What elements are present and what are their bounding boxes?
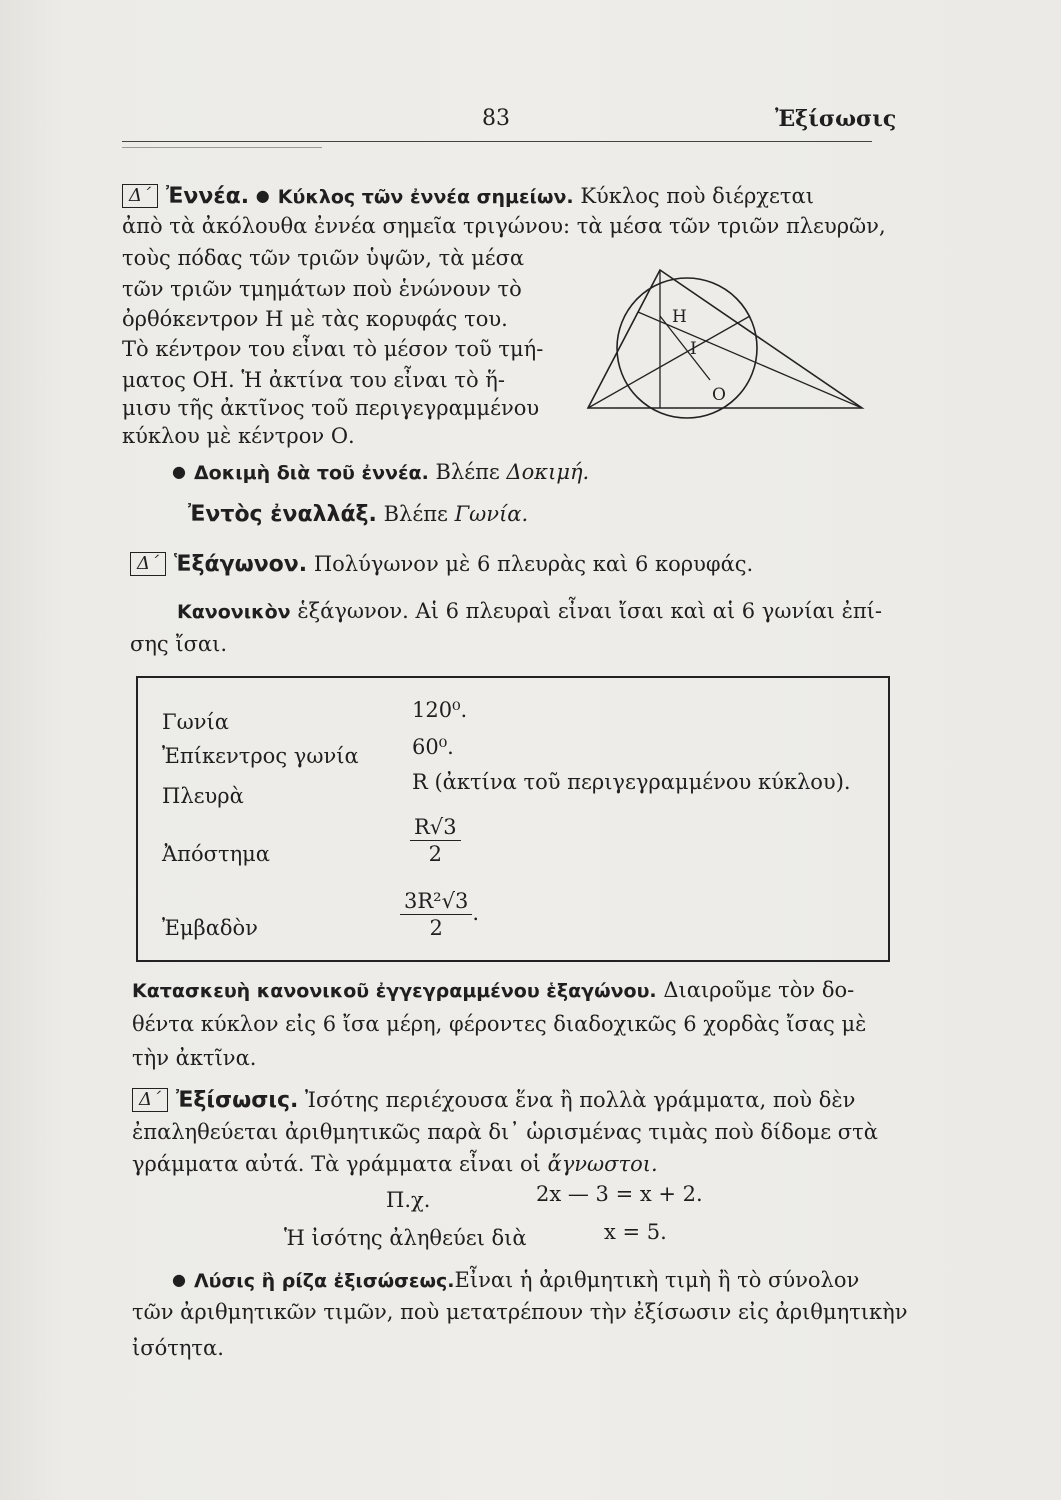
dokimi-bold: Δοκιμὴ διὰ τοῦ ἐννέα. — [193, 462, 429, 484]
hexagon-table — [136, 676, 890, 962]
ennea-heading: Ἐννέα. — [166, 184, 250, 209]
construction-rest: Διαιροῦμε τὸν δο- — [663, 978, 855, 1002]
row-label-side: Πλευρὰ — [162, 784, 244, 808]
fraction-numerator: R√3 — [410, 814, 461, 841]
fraction-numerator: 3R²√3 — [400, 888, 472, 915]
section-tag: Δ΄ — [130, 552, 166, 576]
fraction-tail: . — [472, 901, 480, 925]
fraction — [410, 814, 461, 867]
construction-line2: θέντα κύκλον εἰς 6 ἴσα μέρη, φέροντες διαδοχικῶς 6 χορδὰς ἴσας μὲ — [132, 1012, 867, 1036]
ennea-line-5: Τὸ κέντρον του εἶναι τὸ μέσον τοῦ τμή- — [122, 337, 544, 361]
entos-bold: Ἐντὸς ἐναλλάξ. — [188, 502, 377, 527]
hexagon-regular-line — [177, 597, 882, 626]
hexagon-regular-rest: ἑξάγωνον. Αἱ 6 πλευραὶ εἶναι ἴσαι καὶ αἱ 6 γωνίαι ἐπί- — [297, 599, 882, 623]
equation-line3 — [132, 1150, 658, 1178]
ennea-heading-line — [122, 182, 814, 211]
solution-line3: ἰσότητα. — [132, 1336, 224, 1360]
hexagon-heading: Ἑξάγωνον. — [174, 552, 308, 577]
row-value-area — [400, 888, 479, 941]
header-rule — [122, 141, 872, 142]
label-O: Ο — [712, 385, 726, 405]
header-rule-faint — [122, 147, 322, 148]
construction-line — [132, 976, 854, 1005]
example-label: Π.χ. — [386, 1188, 431, 1212]
hexagon-text: Πολύγωνον μὲ 6 πλευρὰς καὶ 6 κορυφάς. — [313, 552, 754, 576]
equation-line3-b: ἄγνωστοι. — [547, 1152, 658, 1176]
fraction — [400, 888, 472, 941]
ennea-subheading: Κύκλος τῶν ἐννέα σημείων. — [277, 186, 574, 208]
ennea-line-0: Κύκλος ποὺ διέρχεται — [580, 184, 814, 208]
row-label-apothem: Ἀπόστημα — [162, 842, 270, 866]
label-I: Ι — [690, 339, 697, 359]
running-title: Ἐξίσωσις — [775, 106, 897, 132]
fraction-denominator: 2 — [428, 842, 442, 866]
entos-line — [188, 500, 528, 529]
dokimi-ref: Δοκιμή. — [506, 460, 590, 484]
section-tag: Δ΄ — [132, 1088, 168, 1112]
label-H: Η — [672, 307, 687, 327]
ennea-line-6: ματος ΟΗ. Ἡ ἀκτίνα του εἶναι τὸ ἥ- — [122, 368, 505, 392]
solution-bold: Λύσις ἢ ρίζα ἐξισώσεως. — [193, 1270, 455, 1292]
ennea-line-8: κύκλου μὲ κέντρον Ο. — [122, 424, 355, 448]
verify-value: x = 5. — [604, 1220, 667, 1244]
ennea-line-4: ὀρθόκεντρον Η μὲ τὰς κορυφάς του. — [122, 307, 508, 331]
construction-line3: τὴν ἀκτῖνα. — [132, 1046, 257, 1070]
solution-line1: Εἶναι ἡ ἀριθμητικὴ τιμὴ ἢ τὸ σύνολον — [454, 1268, 860, 1292]
example-equation: 2x — 3 = x + 2. — [536, 1182, 703, 1206]
hexagon-heading-line — [130, 550, 753, 579]
row-label-area: Ἐμβαδὸν — [162, 916, 258, 940]
ennea-line-2: τοὺς πόδας τῶν τριῶν ὑψῶν, τὰ μέσα — [122, 246, 525, 270]
section-tag: Δ΄ — [122, 184, 158, 208]
construction-bold: Κατασκευὴ κανονικοῦ ἐγγεγραμμένου ἑξαγώνου. — [132, 980, 657, 1002]
bullet-icon: ● — [255, 186, 270, 205]
dokimi-text: Βλέπε — [435, 460, 500, 484]
row-label-angle: Γωνία — [162, 710, 229, 734]
ennea-line-3: τῶν τριῶν τμημάτων ποὺ ἑνώνουν τὸ — [122, 277, 522, 301]
fraction-denominator: 2 — [429, 916, 443, 940]
bullet-icon: ● — [172, 462, 186, 481]
equation-heading: Ἐξίσωσις. — [176, 1088, 299, 1113]
nine-point-circle-shape — [617, 278, 757, 418]
row-value-side: R (ἀκτίνα τοῦ περιγεγραμμένου κύκλου). — [412, 770, 851, 794]
ennea-line-7: μισυ τῆς ἀκτῖνος τοῦ περιγεγραμμένου — [122, 396, 540, 420]
ennea-line-1: ἀπὸ τὰ ἀκόλουθα ἐννέα σημεῖα τριγώνου: τὰ μέσα τῶν τριῶν πλευρῶν, — [122, 214, 886, 238]
solution-line — [172, 1266, 859, 1295]
row-value-angle: 120⁰. — [412, 698, 468, 722]
nine-point-circle-figure — [580, 250, 880, 420]
hexagon-regular-bold: Κανονικὸν — [177, 601, 291, 623]
row-value-central-angle: 60⁰. — [412, 735, 454, 759]
row-value-apothem — [410, 814, 461, 867]
bullet-icon: ● — [172, 1270, 186, 1289]
entos-ref: Γωνία. — [454, 502, 529, 526]
equation-line3-a: γράμματα αὐτά. Τὰ γράμματα εἶναι οἱ — [132, 1152, 541, 1176]
entos-text: Βλέπε — [383, 502, 448, 526]
row-label-central-angle: Ἐπίκεντρος γωνία — [162, 744, 359, 768]
verify-text: Ἡ ἰσότης ἀληθεύει διὰ — [284, 1226, 527, 1250]
page-number: 83 — [482, 106, 510, 131]
solution-line2: τῶν ἀριθμητικῶν τιμῶν, ποὺ μετατρέπουν τὴν ἐξίσωσιν εἰς ἀριθμητικὴν — [132, 1300, 908, 1324]
hexagon-regular-line2: σης ἴσαι. — [130, 632, 228, 656]
equation-heading-line — [132, 1086, 855, 1115]
equation-line1: Ἰσότης περιέχουσα ἕνα ἢ πολλὰ γράμματα, ποὺ δὲν — [305, 1088, 856, 1112]
equation-line2: ἐπαληθεύεται ἀριθμητικῶς παρὰ δι᾽ ὡρισμένας τιμὰς ποὺ δίδομε στὰ — [132, 1120, 878, 1144]
dokimi-line — [172, 458, 589, 487]
